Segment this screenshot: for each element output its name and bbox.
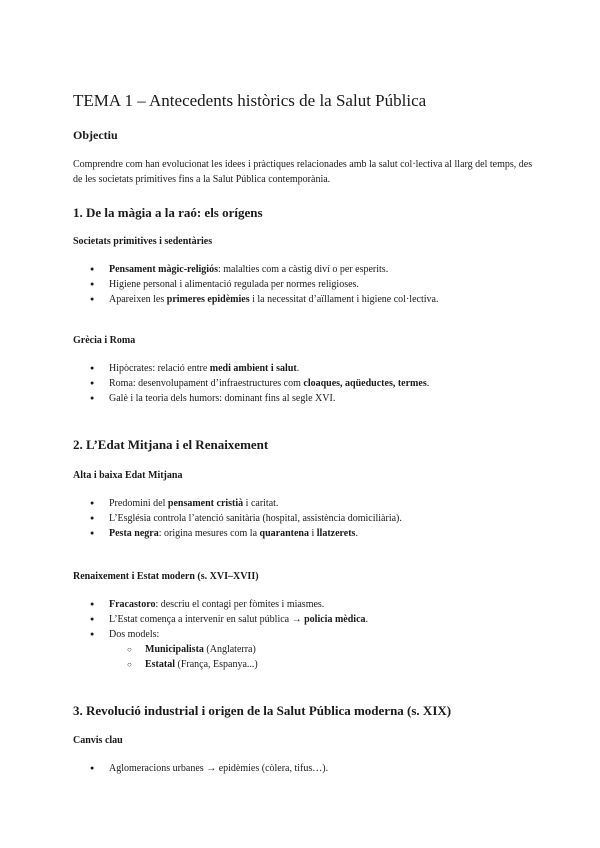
bold-term: cloaques, aqüeductes, termes	[303, 378, 427, 389]
subsection-greece-rome-heading: Grècia i Roma	[73, 335, 136, 346]
subsection-renaissance-heading: Renaixement i Estat modern (s. XVI–XVII)	[73, 571, 259, 582]
models-sublist	[109, 642, 553, 672]
section-1-heading: 1. De la màgia a la raó: els orígens	[73, 205, 263, 220]
item-text: Dos models:	[109, 629, 160, 640]
bold-term: Fracastoro	[109, 599, 156, 610]
item-text: : malalties com a càstig diví o per esperits.	[217, 264, 389, 275]
sublist-item	[109, 642, 553, 657]
subsection-primitive-societies-heading: Societats primitives i sedentàries	[73, 236, 213, 247]
list-item	[73, 496, 553, 511]
item-text: Apareixen les	[109, 294, 167, 305]
list-item	[73, 277, 553, 292]
bold-term: Pesta negra	[109, 528, 159, 539]
section-3-heading: 3. Revolució industrial i origen de la Salut Pública moderna (s. XIX)	[73, 703, 452, 718]
list-item	[73, 376, 553, 391]
sublist-item	[109, 657, 553, 672]
bold-term: quarantena	[259, 528, 309, 539]
bold-term: medi ambient i salut	[209, 363, 297, 374]
bold-term: Estatal	[145, 659, 175, 670]
item-text: (Anglaterra)	[203, 644, 256, 655]
item-text: : descriu el contagi per fòmites i miasmes.	[155, 599, 325, 610]
document-title: TEMA 1 – Antecedents històrics de la Salut Pública	[73, 91, 427, 110]
item-text: Aglomeracions urbanes → epidèmies (còlera, tifus…).	[109, 763, 329, 774]
item-text: L’Estat comença a intervenir en salut pública →	[109, 614, 305, 625]
section-2-heading: 2. L’Edat Mitjana i el Renaixement	[73, 437, 269, 452]
item-text: L’Església controla l’atenció sanitària (hospital, assistència domiciliària).	[109, 513, 402, 524]
objective-heading: Objectiu	[73, 128, 118, 142]
list-item	[73, 391, 553, 406]
bold-term: primeres epidèmies	[166, 294, 250, 305]
list-item	[73, 597, 553, 612]
item-text: Higiene personal i alimentació regulada per normes religioses.	[109, 279, 359, 290]
key-changes-list	[73, 761, 553, 776]
item-text: Predomini del	[109, 498, 168, 509]
bold-term: llatzerets	[316, 528, 356, 539]
item-text: (França, Espanya...)	[175, 659, 258, 670]
primitive-societies-list	[73, 262, 553, 307]
list-item	[73, 627, 553, 672]
list-item	[73, 361, 553, 376]
renaissance-list	[73, 597, 553, 672]
item-text: .	[365, 614, 369, 625]
bold-term: Pensament màgic-religiós	[109, 264, 218, 275]
bold-term: pensament cristià	[167, 498, 244, 509]
item-text: : origina mesures com la	[158, 528, 260, 539]
list-item	[73, 526, 553, 541]
item-text: i la necessitat d’aïllament i higiene col·lectiva.	[249, 294, 439, 305]
bold-term: policia mèdica	[304, 614, 366, 625]
list-item	[73, 511, 553, 526]
list-item	[73, 612, 553, 627]
item-text: Roma: desenvolupament d’infraestructures com	[109, 378, 304, 389]
greece-rome-list	[73, 361, 553, 406]
item-text: i caritat.	[243, 498, 279, 509]
list-item	[73, 292, 553, 307]
item-text: .	[296, 363, 300, 374]
item-text: Galè i la teoria dels humors: dominant fins al segle XVI.	[109, 393, 336, 404]
item-text: i	[308, 528, 317, 539]
middle-ages-list	[73, 496, 553, 541]
list-item	[73, 262, 553, 277]
list-item	[73, 761, 553, 776]
item-text: .	[355, 528, 358, 539]
bold-term: Municipalista	[145, 644, 204, 655]
subsection-middle-ages-heading: Alta i baixa Edat Mitjana	[73, 470, 183, 481]
objective-text: Comprendre com han evolucionat les idees i pràctiques relacionades amb la salut col·lectiva al llarg del temps, des de les societats primitives fins a la Salut Pública contemporània.	[73, 159, 533, 185]
subsection-key-changes-heading: Canvis clau	[73, 735, 123, 746]
item-text: Hipòcrates: relació entre	[109, 363, 210, 374]
item-text: .	[426, 378, 430, 389]
